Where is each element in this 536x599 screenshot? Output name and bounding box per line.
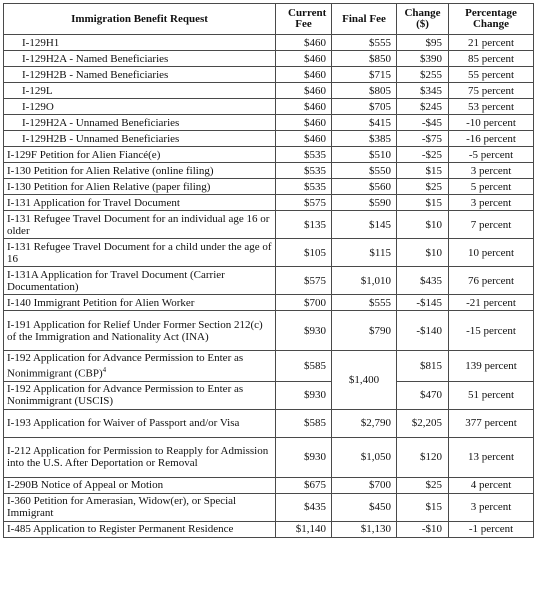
final-fee-cell: $700 bbox=[332, 477, 397, 493]
table-row bbox=[4, 267, 534, 295]
final-fee-cell: $1,130 bbox=[332, 521, 397, 537]
request-cell: I-129L bbox=[4, 83, 276, 99]
header-row bbox=[4, 4, 534, 35]
current-fee-cell: $675 bbox=[276, 477, 332, 493]
request-cell: I-130 Petition for Alien Relative (online filing) bbox=[4, 163, 276, 179]
current-fee-cell: $575 bbox=[276, 195, 332, 211]
current-fee-cell: $460 bbox=[276, 131, 332, 147]
change-cell: $10 bbox=[397, 211, 449, 239]
current-fee-cell: $535 bbox=[276, 163, 332, 179]
percentage-cell: -5 percent bbox=[449, 147, 534, 163]
final-fee-cell: $715 bbox=[332, 67, 397, 83]
percentage-cell: -1 percent bbox=[449, 521, 534, 537]
percentage-cell: -15 percent bbox=[449, 311, 534, 351]
current-fee-cell: $585 bbox=[276, 351, 332, 382]
final-fee-cell: $590 bbox=[332, 195, 397, 211]
change-cell: $245 bbox=[397, 99, 449, 115]
current-fee-cell: $460 bbox=[276, 83, 332, 99]
request-cell: I-140 Immigrant Petition for Alien Worker bbox=[4, 295, 276, 311]
change-cell: -$140 bbox=[397, 311, 449, 351]
percentage-cell: 75 percent bbox=[449, 83, 534, 99]
final-fee-cell: $1,010 bbox=[332, 267, 397, 295]
final-fee-cell: $560 bbox=[332, 179, 397, 195]
current-fee-cell: $535 bbox=[276, 179, 332, 195]
table-row bbox=[4, 35, 534, 51]
request-cell: I-130 Petition for Alien Relative (paper filing) bbox=[4, 179, 276, 195]
fee-table bbox=[3, 3, 534, 538]
final-fee-cell: $510 bbox=[332, 147, 397, 163]
table-row bbox=[4, 409, 534, 437]
table-row bbox=[4, 381, 534, 409]
request-cell: I-360 Petition for Amerasian, Widow(er), or Special Immigrant bbox=[4, 493, 276, 521]
change-cell: $25 bbox=[397, 477, 449, 493]
header-change: Change ($) bbox=[397, 4, 449, 35]
fee-table-container bbox=[3, 3, 533, 538]
request-cell bbox=[4, 351, 276, 382]
final-fee-cell: $415 bbox=[332, 115, 397, 131]
request-cell: I-485 Application to Register Permanent Residence bbox=[4, 521, 276, 537]
change-cell: $815 bbox=[397, 351, 449, 382]
current-fee-cell: $1,140 bbox=[276, 521, 332, 537]
change-cell: $470 bbox=[397, 381, 449, 409]
change-cell: $15 bbox=[397, 163, 449, 179]
table-row bbox=[4, 437, 534, 477]
percentage-cell: 377 percent bbox=[449, 409, 534, 437]
change-cell: $15 bbox=[397, 493, 449, 521]
table-row bbox=[4, 115, 534, 131]
current-fee-cell: $930 bbox=[276, 437, 332, 477]
request-cell: I-131 Application for Travel Document bbox=[4, 195, 276, 211]
table-row bbox=[4, 67, 534, 83]
request-cell: I-193 Application for Waiver of Passport and/or Visa bbox=[4, 409, 276, 437]
final-fee-cell: $145 bbox=[332, 211, 397, 239]
current-fee-cell: $460 bbox=[276, 51, 332, 67]
change-cell: $10 bbox=[397, 239, 449, 267]
current-fee-cell: $535 bbox=[276, 147, 332, 163]
current-fee-cell: $135 bbox=[276, 211, 332, 239]
current-fee-cell: $460 bbox=[276, 67, 332, 83]
header-final-fee: Final Fee bbox=[332, 4, 397, 35]
change-cell: -$145 bbox=[397, 295, 449, 311]
percentage-cell: 76 percent bbox=[449, 267, 534, 295]
table-row bbox=[4, 521, 534, 537]
current-fee-cell: $700 bbox=[276, 295, 332, 311]
percentage-cell: 139 percent bbox=[449, 351, 534, 382]
table-row bbox=[4, 195, 534, 211]
final-fee-cell: $450 bbox=[332, 493, 397, 521]
change-cell: -$45 bbox=[397, 115, 449, 131]
final-fee-cell: $805 bbox=[332, 83, 397, 99]
request-cell: I-129H2B - Named Beneficiaries bbox=[4, 67, 276, 83]
table-row bbox=[4, 211, 534, 239]
final-fee-cell: $1,050 bbox=[332, 437, 397, 477]
final-fee-cell: $1,400 bbox=[332, 351, 397, 410]
percentage-cell: 53 percent bbox=[449, 99, 534, 115]
change-cell: $95 bbox=[397, 35, 449, 51]
table-row bbox=[4, 131, 534, 147]
final-fee-cell: $2,790 bbox=[332, 409, 397, 437]
table-row bbox=[4, 51, 534, 67]
table-row bbox=[4, 179, 534, 195]
percentage-cell: -16 percent bbox=[449, 131, 534, 147]
change-cell: $435 bbox=[397, 267, 449, 295]
request-cell: I-129O bbox=[4, 99, 276, 115]
request-cell: I-129H2A - Unnamed Beneficiaries bbox=[4, 115, 276, 131]
header-current-fee: Current Fee bbox=[276, 4, 332, 35]
final-fee-cell: $385 bbox=[332, 131, 397, 147]
percentage-cell: 85 percent bbox=[449, 51, 534, 67]
percentage-cell: 10 percent bbox=[449, 239, 534, 267]
current-fee-cell: $930 bbox=[276, 381, 332, 409]
percentage-cell: 3 percent bbox=[449, 163, 534, 179]
table-row bbox=[4, 99, 534, 115]
change-cell: $390 bbox=[397, 51, 449, 67]
percentage-cell: 21 percent bbox=[449, 35, 534, 51]
change-cell: $25 bbox=[397, 179, 449, 195]
request-cell: I-192 Application for Advance Permission to Enter as Nonimmigrant (USCIS) bbox=[4, 381, 276, 409]
table-row bbox=[4, 311, 534, 351]
change-cell: $345 bbox=[397, 83, 449, 99]
table-row bbox=[4, 295, 534, 311]
change-cell: $2,205 bbox=[397, 409, 449, 437]
percentage-cell: 4 percent bbox=[449, 477, 534, 493]
final-fee-cell: $850 bbox=[332, 51, 397, 67]
current-fee-cell: $930 bbox=[276, 311, 332, 351]
current-fee-cell: $435 bbox=[276, 493, 332, 521]
change-cell: $15 bbox=[397, 195, 449, 211]
request-cell: I-129H1 bbox=[4, 35, 276, 51]
request-cell: I-129H2A - Named Beneficiaries bbox=[4, 51, 276, 67]
change-cell: -$25 bbox=[397, 147, 449, 163]
table-row bbox=[4, 147, 534, 163]
final-fee-cell: $705 bbox=[332, 99, 397, 115]
request-cell: I-129F Petition for Alien Fiancé(e) bbox=[4, 147, 276, 163]
percentage-cell: 3 percent bbox=[449, 195, 534, 211]
footnote-marker: 4 bbox=[102, 366, 107, 374]
final-fee-cell: $790 bbox=[332, 311, 397, 351]
table-row bbox=[4, 351, 534, 382]
request-cell: I-131A Application for Travel Document (Carrier Documentation) bbox=[4, 267, 276, 295]
request-text: I-192 Application for Advance Permission to Enter as Nonimmigrant (CBP) bbox=[7, 352, 244, 380]
percentage-cell: 5 percent bbox=[449, 179, 534, 195]
current-fee-cell: $460 bbox=[276, 115, 332, 131]
percentage-cell: 7 percent bbox=[449, 211, 534, 239]
change-cell: -$10 bbox=[397, 521, 449, 537]
table-row bbox=[4, 163, 534, 179]
header-request: Immigration Benefit Request bbox=[4, 4, 276, 35]
change-cell: -$75 bbox=[397, 131, 449, 147]
request-cell: I-131 Refugee Travel Document for an individual age 16 or older bbox=[4, 211, 276, 239]
table-row bbox=[4, 83, 534, 99]
final-fee-cell: $115 bbox=[332, 239, 397, 267]
change-cell: $120 bbox=[397, 437, 449, 477]
final-fee-cell: $555 bbox=[332, 295, 397, 311]
table-row bbox=[4, 493, 534, 521]
percentage-cell: 3 percent bbox=[449, 493, 534, 521]
final-fee-cell: $550 bbox=[332, 163, 397, 179]
request-cell: I-290B Notice of Appeal or Motion bbox=[4, 477, 276, 493]
final-fee-cell: $555 bbox=[332, 35, 397, 51]
current-fee-cell: $460 bbox=[276, 99, 332, 115]
table-row bbox=[4, 239, 534, 267]
table-row bbox=[4, 477, 534, 493]
header-percentage-change: Percentage Change bbox=[449, 4, 534, 35]
percentage-cell: 51 percent bbox=[449, 381, 534, 409]
request-cell: I-191 Application for Relief Under Former Section 212(c) of the Immigration and Nationality Act (INA) bbox=[4, 311, 276, 351]
request-cell: I-129H2B - Unnamed Beneficiaries bbox=[4, 131, 276, 147]
percentage-cell: -10 percent bbox=[449, 115, 534, 131]
current-fee-cell: $575 bbox=[276, 267, 332, 295]
request-cell: I-212 Application for Permission to Reapply for Admission into the U.S. After Deportation or Removal bbox=[4, 437, 276, 477]
percentage-cell: 55 percent bbox=[449, 67, 534, 83]
current-fee-cell: $105 bbox=[276, 239, 332, 267]
current-fee-cell: $460 bbox=[276, 35, 332, 51]
request-cell: I-131 Refugee Travel Document for a child under the age of 16 bbox=[4, 239, 276, 267]
percentage-cell: -21 percent bbox=[449, 295, 534, 311]
percentage-cell: 13 percent bbox=[449, 437, 534, 477]
change-cell: $255 bbox=[397, 67, 449, 83]
current-fee-cell: $585 bbox=[276, 409, 332, 437]
